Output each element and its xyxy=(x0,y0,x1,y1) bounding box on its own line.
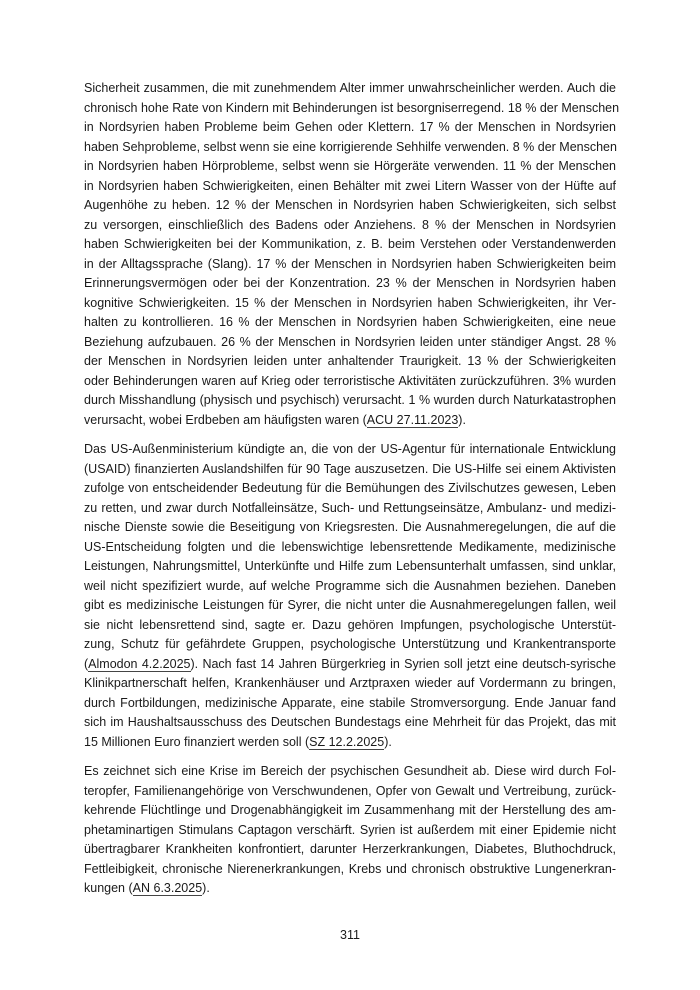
text-line: übertragbarer Krankheiten konfrontiert, darunter Herzerkrankungen, Diabetes, Bluthochdruck, xyxy=(84,842,616,856)
text-line: Leistungen, Nahrungsmittel, Unterkünfte und Hilfe zum Lebensunterhalt umfassen, sind unklar, xyxy=(84,559,616,573)
text-line: Erinnerungsvermögen oder bei der Konzentration. 23 % der Menschen in Nordsyrien haben xyxy=(84,276,616,290)
text-line: Das US-Außenministerium kündigte an, die von der US-Agentur für internationale Entwicklung xyxy=(84,442,616,456)
text-line: Fettleibigkeit, chronische Nierenerkrankungen, Krebs und chronisch obstruktive Lungenerkran- xyxy=(84,861,616,876)
text-line: durch Misshandlung (physisch und psychisch) verursacht. 1 % wurden durch Naturkatastrophen xyxy=(84,393,616,407)
text-line: kehrende Flüchtlinge und Drogenabhängigkeit im Zusammenhang mit der Herstellung des am- xyxy=(84,803,616,817)
text-line xyxy=(84,411,616,431)
text-fragment: ). Nach fast 14 Jahren Bürgerkrieg in Syrien soll jetzt eine deutsch-syrische xyxy=(190,656,617,671)
text-line xyxy=(84,879,616,899)
text-line: zufolge von entscheidender Bedeutung für die Bemühungen des Zivilschutzes gewesen, Leben xyxy=(84,481,616,495)
text-line: phetaminartigen Stimulans Captagon verschärft. Syrien ist außerdem mit einer Epidemie nicht xyxy=(84,822,616,837)
citation-link[interactable]: AN 6.3.2025 xyxy=(132,881,203,895)
text-line: zu versorgen, einschließlich des Badens oder Anziehens. 8 % der Menschen in Nordsyrien xyxy=(84,217,616,232)
text-line: sich im Haushaltsausschuss des Deutschen Bundestags eine Mehrheit für das Projekt, das mit xyxy=(84,715,616,729)
text-fragment: verursacht, wobei Erdbeben am häufigsten waren ( xyxy=(84,412,367,427)
paragraph-gap xyxy=(84,430,616,440)
text-line: durch Fortbildungen, medizinische Apparate, eine stabile Stromversorgung. Ende Januar fand xyxy=(84,695,616,710)
paragraph-gap xyxy=(84,752,616,762)
text-line: Beziehung aufzubauen. 26 % der Menschen in Nordsyrien leiden unter ständiger Angst. 28 % xyxy=(84,334,616,349)
text-line: sie nicht lebensrettend sind, sagte er. Dazu gehören Impfungen, psychologische Unterstüt- xyxy=(84,617,616,632)
text-line: Augenhöhe zu heben. 12 % der Menschen in Nordsyrien haben Schwierigkeiten, sich selbst xyxy=(84,198,616,212)
text-line: (USAID) finanzierten Auslandshilfen für 90 Tage auszusetzen. Die US-Hilfe sei einem Aktivisten xyxy=(84,461,616,476)
text-line: oder Behinderungen waren auf Krieg oder terroristische Aktivitäten zurückzuführen. 3% wurden xyxy=(84,373,616,388)
text-fragment: ( xyxy=(84,656,89,671)
citation-link[interactable]: Almodon 4.2.2025 xyxy=(88,656,191,671)
text-line: weil nicht spezifiziert wurde, auf welche Programme sich die Ausnahmen beziehen. Daneben xyxy=(84,578,616,593)
paragraph-usaid-aid xyxy=(84,440,616,752)
page-number: 311 xyxy=(340,928,360,942)
text-line: zung, Schutz für gefährdete Gruppen, psychologische Unterstützung und Krankentransporte xyxy=(84,637,616,651)
citation-link[interactable]: SZ 12.2.2025 xyxy=(309,734,385,749)
paragraph-disability-statistics xyxy=(84,79,620,430)
text-line xyxy=(84,733,616,753)
text-line: in der Alltagssprache (Slang). 17 % der Menschen in Nordsyrien haben Schwierigkeiten beim xyxy=(84,256,616,271)
text-fragment: ). xyxy=(384,734,392,749)
text-line: haben Sehprobleme, selbst wenn sie eine korrigierende Sehhilfe verwenden. 8 % der Menschen xyxy=(84,139,617,154)
text-line: Klinikpartnerschaft helfen, Krankenhäuser und Arztpraxen wieder auf Vordermann zu bringen, xyxy=(84,676,616,690)
text-line: Es zeichnet sich eine Krise im Bereich der psychischen Gesundheit ab. Diese wird durch Fol- xyxy=(84,764,616,778)
text-line: chronisch hohe Rate von Kindern mit Behinderungen ist besorgniserregend. 18 % der Menschen xyxy=(84,100,620,115)
text-fragment: kungen ( xyxy=(84,881,133,895)
text-line: gibt es medizinische Leistungen für Syrer, die nicht unter die Ausnahmeregelungen fallen, weil xyxy=(84,598,616,612)
text-line: der Menschen in Nordsyrien leiden unter anhaltender Traurigkeit. 13 % der Schwierigkeiten xyxy=(84,354,616,368)
text-line: in Nordsyrien haben Hörprobleme, selbst wenn sie Hörgeräte verwenden. 11 % der Menschen xyxy=(84,159,616,173)
text-line: teropfer, Familienangehörige von Verschwundenen, Opfer von Gewalt und Vertreibung, zurück- xyxy=(84,783,616,798)
text-line: US-Entscheidung folgten und die lebenswichtige lebensrettende Medikamente, medizinische xyxy=(84,539,616,554)
citation-link[interactable]: ACU 27.11.2023 xyxy=(366,412,459,427)
text-line xyxy=(84,655,616,675)
text-line: kognitive Schwierigkeiten. 15 % der Menschen in Nordsyrien haben Schwierigkeiten, ihr Ver- xyxy=(84,295,616,310)
text-line: zu retten, und zwar durch Notfalleinsätze, Such- und Rettungseinsätze, Ambulanz- und medizi- xyxy=(84,500,616,515)
text-line: haben Schwierigkeiten bei der Kommunikation, z. B. beim Verstehen oder Verstandenwerden xyxy=(84,237,616,251)
text-line: halten zu kontrollieren. 16 % der Menschen in Nordsyrien haben Schwierigkeiten, eine neue xyxy=(84,315,616,329)
text-line: in Nordsyrien haben Schwierigkeiten, einen Behälter mit zwei Litern Wasser von der Hüfte auf xyxy=(84,178,616,193)
text-line: nische Dienste sowie die Beseitigung von Kriegsresten. Die Ausnahmeregelungen, die auf die xyxy=(84,520,616,534)
text-line: in Nordsyrien haben Probleme beim Gehen oder Klettern. 17 % der Menschen in Nordsyrien xyxy=(84,120,616,134)
text-fragment: ). xyxy=(458,412,466,427)
body-text xyxy=(84,79,620,899)
paragraph-mental-health xyxy=(84,762,616,899)
text-fragment: ). xyxy=(202,881,210,895)
text-line: Sicherheit zusammen, die mit zunehmendem Alter immer unwahrscheinlicher werden. Auch die xyxy=(84,81,616,95)
text-fragment: 15 Millionen Euro finanziert werden soll ( xyxy=(84,734,310,749)
